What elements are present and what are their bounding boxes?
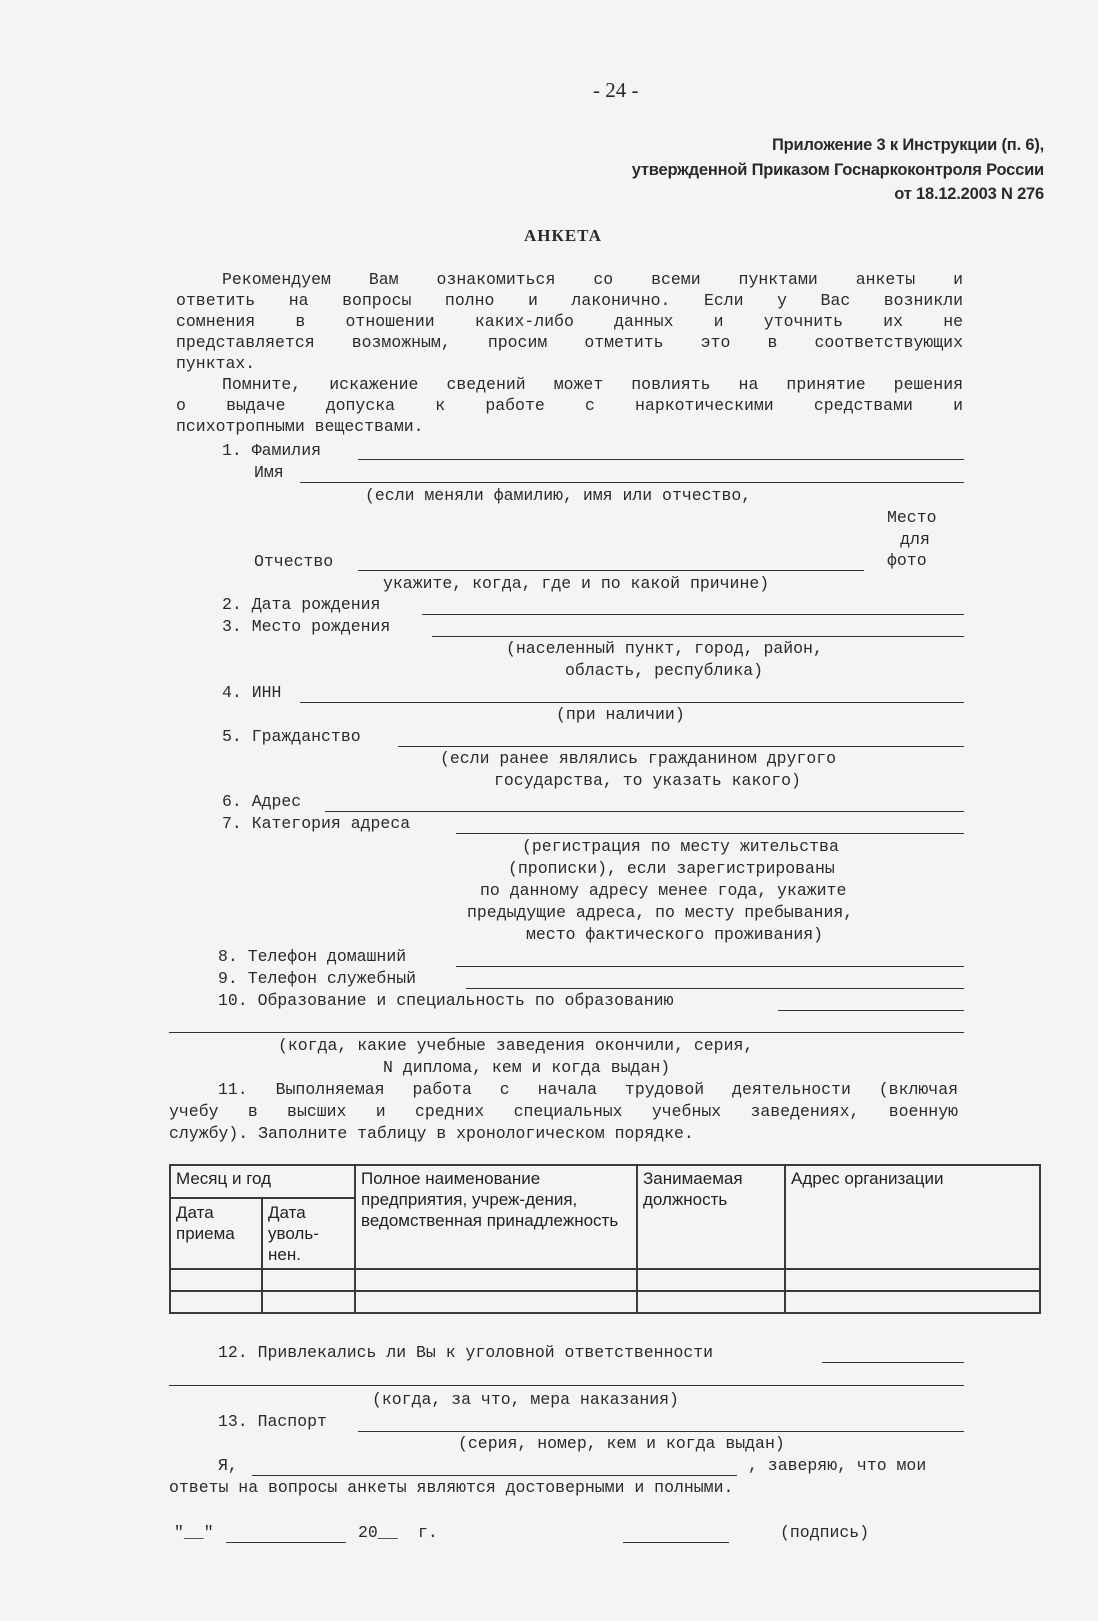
hint-education: N диплома, кем и когда выдан) bbox=[383, 1058, 671, 1077]
photo-label: фото bbox=[887, 551, 927, 570]
label-surname: 1. Фамилия bbox=[222, 441, 322, 460]
intro-line: представляется возможным, просим отметить это в соответствующих bbox=[176, 333, 963, 352]
header-month-year: Месяц и год bbox=[170, 1165, 355, 1198]
table-cell[interactable] bbox=[355, 1291, 637, 1313]
full-name-field[interactable] bbox=[252, 1475, 737, 1476]
hint-birth-place: область, республика) bbox=[565, 661, 764, 680]
label-education: 10. Образование и специальность по образованию bbox=[218, 991, 674, 1010]
table-cell[interactable] bbox=[262, 1291, 355, 1313]
hint-criminal-liability: (когда, за что, мера наказания) bbox=[372, 1390, 679, 1409]
label-inn: 4. ИНН bbox=[222, 683, 282, 702]
address-field[interactable] bbox=[325, 811, 964, 812]
signature-label: (подпись) bbox=[780, 1523, 870, 1542]
label-birth-date: 2. Дата рождения bbox=[222, 595, 381, 614]
work-phone-field[interactable] bbox=[466, 988, 964, 989]
citizenship-field[interactable] bbox=[398, 746, 964, 747]
hint-citizenship: государства, то указать какого) bbox=[494, 771, 801, 790]
birth-date-field[interactable] bbox=[422, 614, 964, 615]
hint-education: (когда, какие учебные заведения окончили, серия, bbox=[278, 1036, 754, 1055]
table-cell[interactable] bbox=[785, 1291, 1040, 1313]
intro-line: ответить на вопросы полно и лаконично. Если у Вас возникли bbox=[176, 291, 963, 310]
intro-line: Рекомендуем Вам ознакомиться со всеми пунктами анкеты и bbox=[222, 270, 963, 289]
criminal-liability-field[interactable] bbox=[822, 1362, 964, 1363]
table-row bbox=[170, 1269, 1040, 1291]
header-dismissal-date: Дата уволь-нен. bbox=[262, 1198, 355, 1269]
label-i: Я, bbox=[218, 1456, 238, 1475]
name-field[interactable] bbox=[300, 482, 964, 483]
home-phone-field[interactable] bbox=[456, 966, 964, 967]
hint-address-category: место фактического проживания) bbox=[526, 925, 824, 944]
header-position: Занимаемая должность bbox=[637, 1165, 785, 1269]
work-history-text: службу). Заполните таблицу в хронологическом порядке. bbox=[169, 1124, 694, 1143]
passport-field[interactable] bbox=[358, 1431, 964, 1432]
work-history-text: учебу в высших и средних специальных учебных заведениях, военную bbox=[169, 1102, 958, 1121]
header-org-name: Полное наименование предприятия, учреж-дения, ведомственная принадлежность bbox=[355, 1165, 637, 1269]
label-name: Имя bbox=[254, 463, 284, 482]
photo-label: Место bbox=[887, 508, 937, 527]
photo-label: для bbox=[900, 530, 930, 549]
intro-line: пунктах. bbox=[176, 354, 256, 373]
label-work-phone: 9. Телефон служебный bbox=[218, 969, 417, 988]
intro-line: Помните, искажение сведений может повлиять на принятие решения bbox=[222, 375, 963, 394]
label-citizenship: 5. Гражданство bbox=[222, 727, 361, 746]
intro-line: о выдаче допуска к работе с наркотическими средствами и bbox=[176, 396, 963, 415]
table-cell[interactable] bbox=[355, 1269, 637, 1291]
date-year[interactable]: 20__ bbox=[358, 1523, 398, 1542]
date-month-field[interactable] bbox=[226, 1542, 346, 1543]
inn-field[interactable] bbox=[300, 702, 964, 703]
table-cell[interactable] bbox=[785, 1269, 1040, 1291]
certify-text: , заверяю, что мои bbox=[748, 1456, 927, 1475]
hint-address-category: (регистрация по месту жительства bbox=[522, 837, 839, 856]
signature-field[interactable] bbox=[623, 1542, 729, 1543]
header-line-1: Приложение 3 к Инструкции (п. 6), bbox=[771, 136, 1044, 154]
hint-citizenship: (если ранее являлись гражданином другого bbox=[440, 749, 837, 768]
table-row bbox=[170, 1291, 1040, 1313]
date-year-suffix: г. bbox=[418, 1523, 438, 1542]
date-day[interactable]: "__" bbox=[174, 1523, 214, 1542]
header-line-2: утвержденной Приказом Госнаркоконтроля России bbox=[631, 161, 1044, 179]
label-passport: 13. Паспорт bbox=[218, 1412, 327, 1431]
header-hire-date: Дата приема bbox=[170, 1198, 262, 1269]
work-history-text: 11. Выполняемая работа с начала трудовой деятельности (включая bbox=[218, 1080, 958, 1099]
header-org-address: Адрес организации bbox=[785, 1165, 1040, 1269]
label-patronymic: Отчество bbox=[254, 552, 334, 571]
education-field-line-2[interactable] bbox=[169, 1032, 964, 1033]
hint-name-change: (если меняли фамилию, имя или отчество, bbox=[365, 486, 752, 505]
patronymic-field[interactable] bbox=[358, 570, 864, 571]
table-cell[interactable] bbox=[170, 1291, 262, 1313]
header-line-3: от 18.12.2003 N 276 bbox=[894, 185, 1044, 203]
intro-line: сомнения в отношении каких-либо данных и уточнить их не bbox=[176, 312, 963, 331]
hint-passport: (серия, номер, кем и когда выдан) bbox=[458, 1434, 785, 1453]
hint-address-category: предыдущие адреса, по месту пребывания, bbox=[467, 903, 854, 922]
document-title: АНКЕТА bbox=[524, 226, 602, 245]
table-cell[interactable] bbox=[170, 1269, 262, 1291]
address-category-field[interactable] bbox=[456, 833, 964, 834]
hint-name-change-2: укажите, когда, где и по какой причине) bbox=[383, 574, 770, 593]
intro-line: психотропными веществами. bbox=[176, 417, 424, 436]
hint-birth-place: (населенный пункт, город, район, bbox=[506, 639, 823, 658]
criminal-liability-field-line-2[interactable] bbox=[169, 1385, 964, 1386]
label-birth-place: 3. Место рождения bbox=[222, 617, 391, 636]
label-address-category: 7. Категория адреса bbox=[222, 814, 411, 833]
label-address: 6. Адрес bbox=[222, 792, 302, 811]
work-history-table bbox=[169, 1164, 1041, 1314]
education-field[interactable] bbox=[778, 1010, 964, 1011]
table-cell[interactable] bbox=[637, 1269, 785, 1291]
table-cell[interactable] bbox=[262, 1269, 355, 1291]
label-criminal-liability: 12. Привлекались ли Вы к уголовной ответственности bbox=[218, 1343, 714, 1362]
table-cell[interactable] bbox=[637, 1291, 785, 1313]
page-number: - 24 - bbox=[593, 78, 639, 102]
surname-field[interactable] bbox=[358, 459, 964, 460]
label-home-phone: 8. Телефон домашний bbox=[218, 947, 407, 966]
hint-address-category: по данному адресу менее года, укажите bbox=[480, 881, 847, 900]
birth-place-field[interactable] bbox=[432, 636, 964, 637]
certify-text-2: ответы на вопросы анкеты являются достоверными и полными. bbox=[169, 1478, 734, 1497]
hint-address-category: (прописки), если зарегистрированы bbox=[508, 859, 835, 878]
hint-inn: (при наличии) bbox=[556, 705, 685, 724]
